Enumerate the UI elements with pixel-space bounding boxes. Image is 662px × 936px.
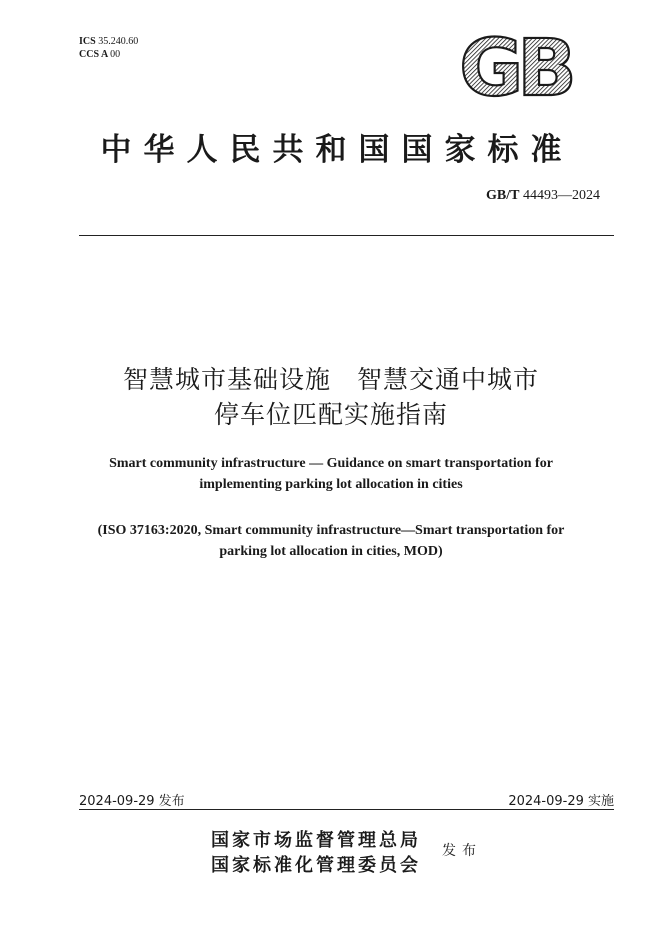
ccs-label: CCS A	[79, 49, 108, 60]
standard-number	[486, 188, 600, 204]
top-divider	[79, 235, 614, 236]
standard-category-title: 中华人民共和国国家标准	[100, 132, 574, 168]
english-title-line-1: Smart community infrastructure — Guidance on smart transportation for	[109, 456, 553, 471]
publish-label: 发布	[442, 843, 482, 859]
gb-logo-text: GB	[459, 31, 571, 101]
ccs-code	[79, 48, 138, 61]
english-title-line-2: implementing parking lot allocation in cities	[199, 477, 463, 492]
chinese-title-line-2: 停车位匹配实施指南	[213, 400, 448, 429]
issuer-sac: 国家标准化管理委员会	[211, 855, 421, 876]
issuer-samr: 国家市场监督管理总局	[211, 830, 421, 851]
bottom-divider	[79, 809, 614, 810]
issue-date: 2024-09-29 发布	[79, 794, 185, 809]
implementation-date: 2024-09-29 实施	[508, 794, 614, 809]
iso-reference-line-2: parking lot allocation in cities, MOD)	[219, 544, 443, 559]
gb-logo	[450, 31, 580, 101]
ccs-value: 00	[110, 49, 121, 60]
ics-label: ICS	[79, 36, 96, 47]
iso-reference-line-1: (ISO 37163:2020, Smart community infrastructure—Smart transportation for	[97, 523, 565, 538]
classification-codes	[79, 35, 138, 61]
chinese-title-line-1: 智慧城市基础设施 智慧交通中城市	[122, 365, 539, 394]
ics-value: 35.240.60	[98, 36, 139, 47]
ics-code	[79, 35, 138, 48]
standard-number-value: 44493—2024	[523, 188, 600, 203]
standard-number-prefix: GB/T	[486, 188, 520, 203]
